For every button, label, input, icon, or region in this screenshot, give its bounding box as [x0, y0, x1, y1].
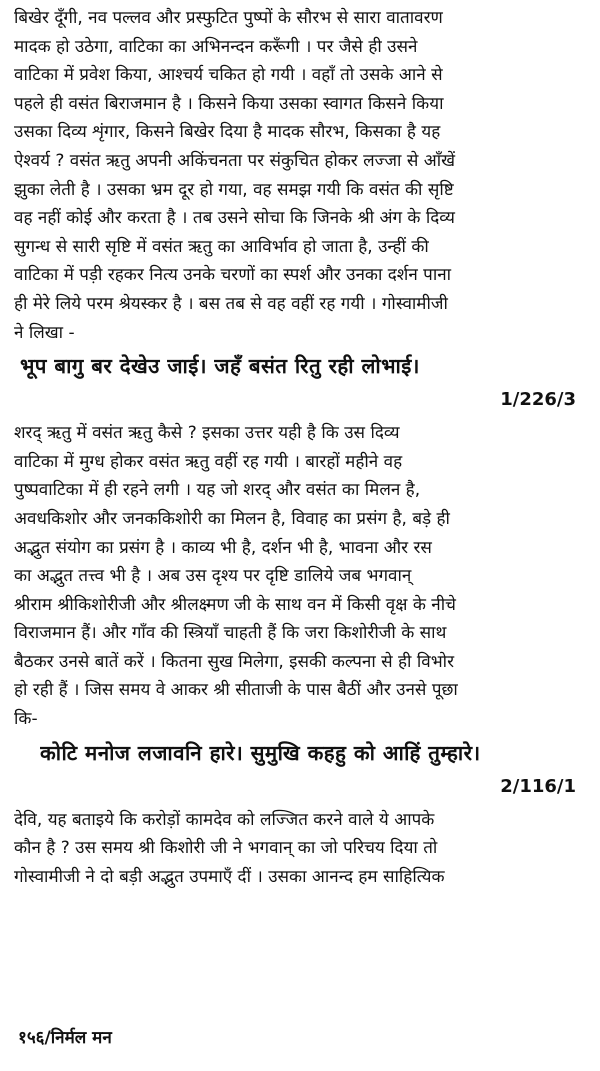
- verse-reference-2: 2/116/1: [500, 775, 576, 797]
- text-line: शरद् ऋतु में वसंत ऋतु कैसे ? इसका उत्तर यही है कि उस दिव्य: [14, 423, 400, 444]
- text-line: वाटिका में मुग्ध होकर वसंत ऋतु वहीं रह गयी । बारहों महीने वह: [14, 451, 403, 472]
- text-line: बैठकर उनसे बातें करें । कितना सुख मिलेगा, इसकी कल्पना से ही विभोर: [14, 651, 455, 672]
- text-line: सुगन्ध से सारी सृष्टि में वसंत ऋतु का आविर्भाव हो जाता है, उन्हीं की: [14, 236, 429, 257]
- text-line: हो रही हैं । जिस समय वे आकर श्री सीताजी के पास बैठीं और उनसे पूछा: [14, 680, 458, 701]
- text-line: विराजमान हैं। और गाँव की स्त्रियाँ चाहती हैं कि जरा किशोरीजी के साथ: [14, 623, 447, 644]
- text-line: बिखेर दूँगी, नव पल्लव और प्रस्फुटित पुष्पों के सौरभ से सारा वातावरण: [14, 8, 443, 28]
- text-line: देवि, यह बताइये कि करोड़ों कामदेव को लज्जित करने वाले ये आपके: [14, 809, 435, 830]
- paragraph-3: [14, 806, 590, 892]
- text-line: श्रीराम श्रीकिशोरीजी और श्रीलक्ष्मण जी के साथ वन में किसी वृक्ष के नीचे: [14, 594, 456, 615]
- text-line: का अद्भुत तत्त्व भी है । अब उस दृश्य पर दृष्टि डालिये जब भगवान्: [14, 566, 412, 587]
- text-line: उसका दिव्य शृंगार, किसने बिखेर दिया है मादक सौरभ, किसका है यह: [14, 122, 441, 143]
- text-line: झुका लेती है । उसका भ्रम दूर हो गया, वह समझ गयी कि वसंत की सृष्टि: [14, 179, 454, 200]
- text-line: अद्भुत संयोग का प्रसंग है । काव्य भी है, दर्शन भी है, भावना और रस: [14, 537, 432, 558]
- text-line: कौन है ? उस समय श्री किशोरी जी ने भगवान् का जो परिचय दिया तो: [14, 838, 438, 859]
- text-line: ऐश्वर्य ? वसंत ऋतु अपनी अकिंचनता पर संकुचित होकर लज्जा से आँखें: [14, 150, 456, 171]
- text-line: ही मेरे लिये परम श्रेयस्कर है । बस तब से वह वहीं रह गयी । गोस्वामीजी: [14, 293, 448, 314]
- page-footer: १५६/निर्मल मन: [18, 1028, 112, 1048]
- text-line: पहले ही वसंत बिराजमान है । किसने किया उसका स्वागत किसने किया: [14, 93, 444, 114]
- text-line: वाटिका में प्रवेश किया, आश्चर्य चकित हो गयी । वहाँ तो उसके आने से: [14, 65, 443, 86]
- verse-reference-1: 1/226/3: [500, 389, 576, 411]
- text-line: वह नहीं कोई और करता है । तब उसने सोचा कि जिनके श्री अंग के दिव्य: [14, 208, 455, 229]
- text-line: मादक हो उठेगा, वाटिका का अभिनन्दन करूँगी । पर जैसे ही उसने: [14, 36, 418, 57]
- text-line: अवधकिशोर और जनककिशोरी का मिलन है, विवाह का प्रसंग है, बड़े ही: [14, 508, 450, 529]
- text-line: गोस्वामीजी ने दो बड़ी अद्भुत उपमाएँ दीं । उसका आनन्द हम साहित्यिक: [14, 866, 445, 887]
- paragraph-1: [14, 4, 590, 347]
- text-line: पुष्पवाटिका में ही रहने लगी । यह जो शरद् और वसंत का मिलन है,: [14, 480, 421, 501]
- text-line: कि-: [14, 709, 38, 730]
- paragraph-2: [14, 419, 590, 734]
- verse-quote-1: भूप बागु बर देखेउ जाई। जहँ बसंत रितु रही लोभाई।: [20, 354, 420, 379]
- text-line: ने लिखा -: [14, 322, 75, 343]
- text-line: वाटिका में पड़ी रहकर नित्य उनके चरणों का स्पर्श और उनका दर्शन पाना: [14, 265, 452, 286]
- verse-quote-2: कोटि मनोज लजावनि हारे। सुमुखि कहहु को आहिं तुम्हारे।: [40, 740, 481, 765]
